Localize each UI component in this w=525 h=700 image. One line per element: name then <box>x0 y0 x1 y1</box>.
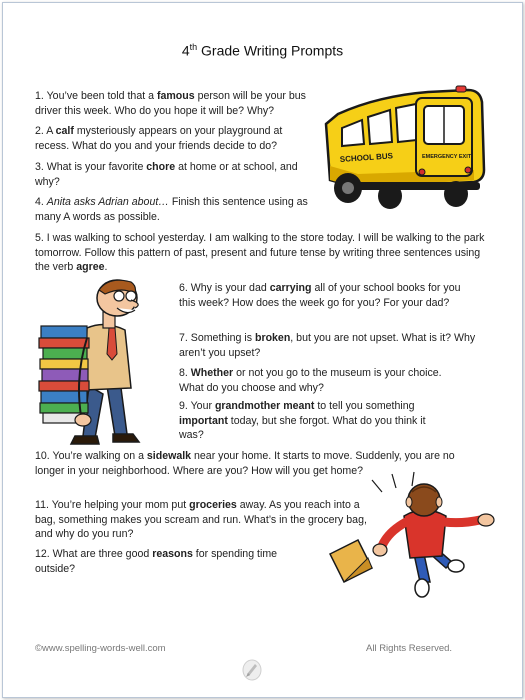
copyright-text: ©www.spelling-words-well.com <box>35 643 166 654</box>
prompt-5: 5. I was walking to school yesterday. I am walking to the store today. I will be walking to the park tomorrow. Follow this pattern of past, present and future tense by writing three sentences using the verb agree. <box>35 232 485 274</box>
prompt-7: 7. Something is broken, but you are not upset. What is it? Why aren’t you upset? <box>179 332 476 359</box>
bus-exit-label: EMERGENCY EXIT <box>422 154 472 160</box>
prompt-3: 3. What is your favorite chore at home or at school, and why? <box>35 161 298 188</box>
school-bus-illustration <box>318 84 488 216</box>
title-text: Grade Writing Prompts <box>197 42 344 59</box>
title-grade: 4 <box>181 42 190 59</box>
prompt-9: 9. Your grandmother meant to tell you something important today, but she forgot. What do you think it was? <box>179 400 426 442</box>
dad-carrying-books-illustration <box>35 276 175 450</box>
prompt-10: 10. You’re walking on a sidewalk near your home. It starts to move. Suddenly, you are no longer in your neighborhood. Where are you? How will you get home? <box>35 450 455 477</box>
prompt-2: 2. A calf mysteriously appears on your playground at recess. What do you and your friends decide to do? <box>35 125 283 152</box>
site-logo-icon <box>241 658 263 682</box>
prompt-4: 4. Anita asks Adrian about… Finish this sentence using as many A words as possible. <box>35 196 308 223</box>
prompt-8: 8. Whether or not you go to the museum is your choice. What do you choose and why? <box>179 367 442 394</box>
page-title <box>0 42 525 59</box>
prompt-11: 11. You’re helping your mom put groceries away. As you reach into a bag, something makes you scream and run. What’s in the grocery bag, and why do you run? <box>35 499 367 541</box>
bus-label: SCHOOL BUS <box>339 151 394 164</box>
boy-running-illustration <box>322 470 502 598</box>
title-superscript: th <box>189 42 198 52</box>
rights-text: All Rights Reserved. <box>366 643 453 654</box>
prompt-1: 1. You’ve been told that a famous person will be your bus driver this week. Who do you hope it will be? Why? <box>35 90 306 117</box>
prompt-6: 6. Why is your dad carrying all of your school books for you this week? How does the week go for you? For your dad? <box>179 282 461 309</box>
prompt-12: 12. What are three good reasons for spending time outside? <box>35 548 278 575</box>
